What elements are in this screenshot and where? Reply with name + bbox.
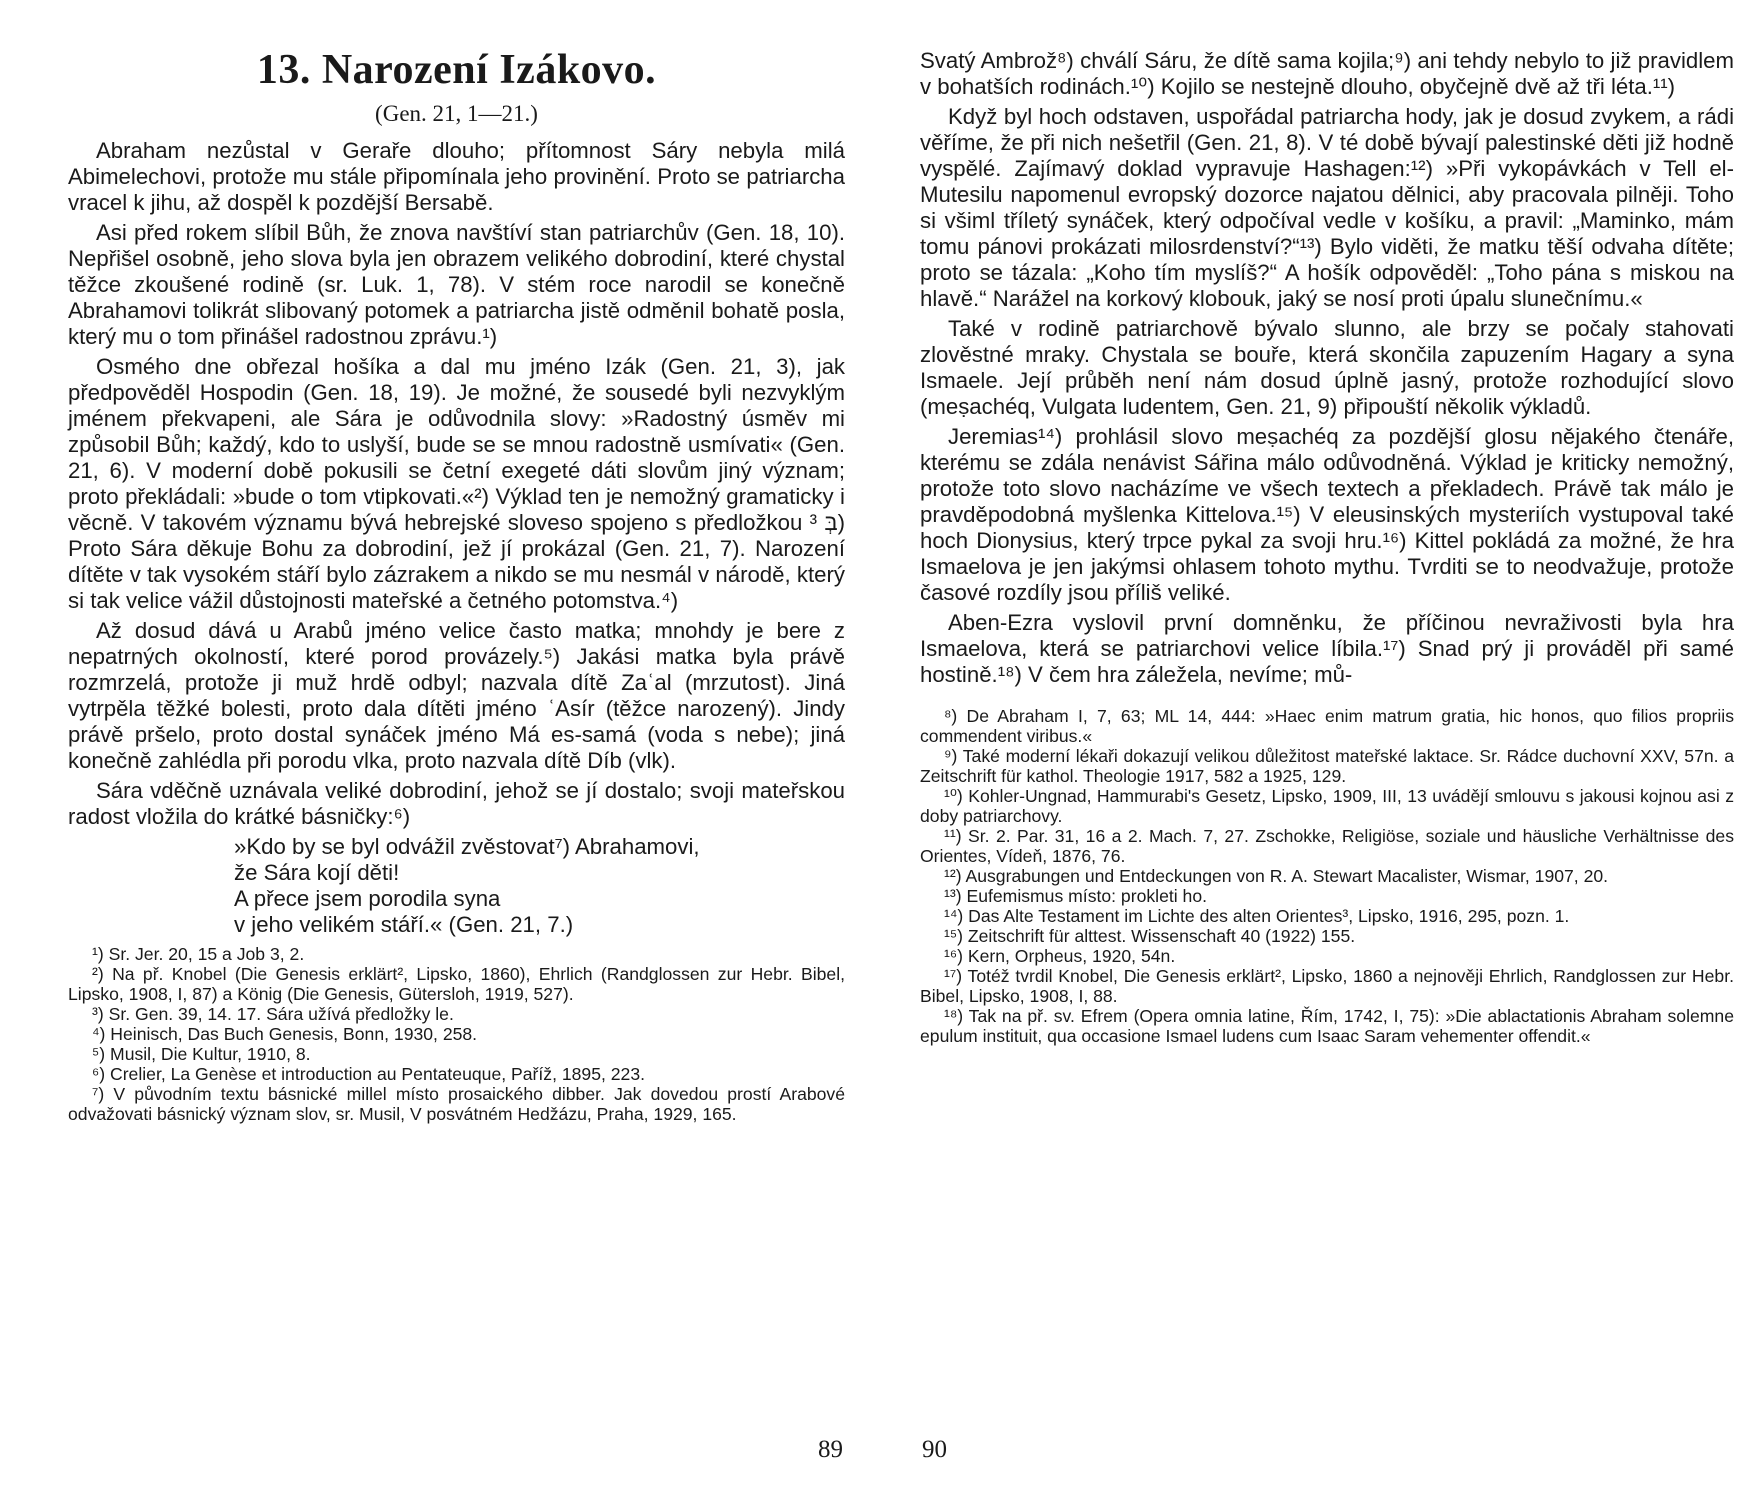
footnote: ¹³) Eufemismus místo: prokleti ho. (944, 886, 1207, 906)
chapter-subtitle: (Gen. 21, 1—21.) (375, 101, 538, 126)
paragraph: Svatý Ambrož⁸) chválí Sáru, že dítě sama kojila;⁹) ani tehdy nebylo to již pravidlem v bohatších rodinách.¹⁰) Kojilo se nestejně dlouho, obyčejně dvě až tři léta.¹¹) (920, 48, 1734, 99)
paragraph: Sára vděčně uznávala veliké dobrodiní, jehož se jí dostalo; svoji mateřskou radost vložila do krátké básničky:⁶) (68, 778, 845, 829)
paragraph: Když byl hoch odstaven, uspořádal patriarcha hody, jak je dosud zvykem, a rádi věříme, že při nich nešetřil (Gen. 21, 8). V té době bývají palestinské děti již hodně vyspělé. Zajímavý doklad vypravuje Hashagen:¹²) »Při vykopávkách v Tell el-Mutesilu napomenul evropský dozorce najatou dělnici, aby pracovala pilněji. Toho si všiml tříletý synáček, který odpočíval vedle v košíku, a pravil: „Maminko, mám tomu pánovi prokázati milosrdenství?“¹³) Bylo viděti, že matku těší odvaha dítěte; proto se tázala: „Koho tím myslíš?“ A hošík odpověděl: „Toho pána s miskou na hlavě.“ Narážel na korkový klobouk, jaký se nosí proti úpalu slunečnímu.« (920, 104, 1734, 311)
poem-line: A přece jsem porodila syna (234, 886, 501, 911)
paragraph: Jeremias¹⁴) prohlásil slovo meṣachéq za pozdější glosu nějakého čtenáře, kterému se zdála nenávist Sářina málo odůvodněná. Výklad je kriticky nemožný, protože toto slovo nacházíme ve všech textech a překladech. Právě tak málo je pravděpodobná myšlenka Kittelova.¹⁵) V eleusinských mysteriích vystupoval také hoch Dionysius, který trpce pykal za svoji hru.¹⁶) Kittel pokládá za možné, že hra Ismaelova je jen jakýmsi ohlasem tohoto mythu. Tvrditi se to neodvažuje, protože časové rozdíly jsou příliš veliké. (920, 424, 1734, 605)
footnote: ⁷) V původním textu básnické millel místo prosaického dibber. Jak dovedou prostí Arabové odvažovati básnický význam slov, sr. Musil, V posvátném Hedžázu, Praha, 1929, 165. (68, 1084, 845, 1124)
footnote: ⁴) Heinisch, Das Buch Genesis, Bonn, 1930, 258. (92, 1024, 478, 1044)
poem-line: v jeho velikém stáří.« (Gen. 21, 7.) (234, 912, 574, 937)
chapter-title: 13. Narození Izákovo. (256, 47, 657, 93)
footnote: ¹⁰) Kohler-Ungnad, Hammurabi's Gesetz, Lipsko, 1909, III, 13 uvádějí smlouvu s jakousi kojnou asi z doby patriarchovy. (920, 786, 1734, 826)
footnote: ¹²) Ausgrabungen und Entdeckungen von R. A. Stewart Macalister, Wismar, 1907, 20. (944, 866, 1609, 886)
left-page (68, 44, 845, 1124)
page-number-right: 90 (922, 1436, 947, 1463)
paragraph: Aben-Ezra vyslovil první domněnku, že příčinou nevraživosti byla hra Ismaelova, která se patriarchovi velice líbila.¹⁷) Snad prý ji prováděl při samé hostině.¹⁸) V čem hra záležela, nevíme; mů- (920, 610, 1734, 687)
footnote: ⁵) Musil, Die Kultur, 1910, 8. (92, 1044, 311, 1064)
footnote: ¹⁴) Das Alte Testament im Lichte des alten Orientes³, Lipsko, 1916, 295, pozn. 1. (944, 906, 1570, 926)
page-number-left: 89 (818, 1436, 843, 1463)
footnote: ⁹) Také moderní lékaři dokazují velikou důležitost mateřské laktace. Sr. Rádce duchovní XXV, 57n. a Zeitschrift für kathol. Theologie 1917, 582 a 1925, 129. (920, 746, 1734, 786)
footnote: ⁶) Crelier, La Genèse et introduction au Pentateuque, Paříž, 1895, 223. (92, 1064, 646, 1084)
footnotes (68, 944, 845, 1124)
footnote: ¹¹) Sr. 2. Par. 31, 16 a 2. Mach. 7, 27. Zschokke, Religiöse, soziale und häusliche Verhältnisse des Orientes, Vídeň, 1876, 76. (920, 826, 1734, 866)
footnote: ¹) Sr. Jer. 20, 15 a Job 3, 2. (92, 944, 305, 964)
footnotes (920, 706, 1734, 1046)
paragraph: Také v rodině patriarchově bývalo slunno, ale brzy se počaly stahovati zlověstné mraky. Chystala se bouře, která skončila zapuzením Hagary a syna Ismaele. Její průběh není nám dosud úplně jasný, protože rozhodující slovo (meṣachéq, Vulgata ludentem, Gen. 21, 9) připouští několik výkladů. (920, 316, 1734, 419)
footnote: ³) Sr. Gen. 39, 14. 17. Sára užívá předložky le. (92, 1004, 454, 1024)
paragraph: Až dosud dává u Arabů jméno velice často matka; mnohdy je bere z nepatrných okolností, které porod provázely.⁵) Jakási matka byla právě rozmrzelá, protože ji muž hrdě odbyl; nazvala dítě Zaʿal (mrzutost). Jiná vytrpěla těžké bolesti, proto dala dítěti jméno ʿAsír (těžce narozený). Jindy právě pršelo, proto dostal synáček jméno Má es-samá (voda s nebe); jiná konečně zahlédla při porodu vlka, proto nazvala dítě Díb (vlk). (68, 618, 845, 773)
paragraph: Osmého dne obřezal hošíka a dal mu jméno Izák (Gen. 21, 3), jak předpověděl Hospodin (Gen. 18, 19). Je možné, že sousedé byli nezvyklým jménem překvapeni, ale Sára je odůvodnila slovy: »Radostný úsměv mi způsobil Bůh; každý, kdo to uslyší, bude se se mnou radostně usmívati« (Gen. 21, 6). V moderní době pokusili se četní exegeté dáti slovům jiný význam; proto překládali: »bude o tom vtipkovati.«²) Výklad ten je nemožný gramaticky i věcně. V takovém významu bývá hebrejské sloveso spojeno s předložkou בְּ ³) Proto Sára děkuje Bohu za dobrodiní, jež jí prokázal (Gen. 21, 7). Narození dítěte v tak vysokém stáří bylo zázrakem a nikdo se mu nesmál v národě, který si tak velice vážil důstojnosti mateřské a četného potomstva.⁴) (68, 354, 846, 613)
poem (234, 834, 845, 938)
poem-line: »Kdo by se byl odvážil zvěstovat⁷) Abrahamovi, (234, 834, 700, 859)
footnote: ¹⁵) Zeitschrift für alttest. Wissenschaft 40 (1922) 155. (944, 926, 1356, 946)
right-page (920, 48, 1734, 1046)
footnote: ¹⁶) Kern, Orpheus, 1920, 54n. (944, 946, 1176, 966)
paragraph: Asi před rokem slíbil Bůh, že znova navštíví stan patriarchův (Gen. 18, 10). Nepřišel osobně, jeho slova byla jen obrazem velikého dobrodiní, které chystal těžce zkoušené rodině (sr. Luk. 1, 78). V stém roce narodil se konečně Abrahamovi tolikrát slibovaný potomek a patriarcha jistě odměnil bohatě posla, který mu o tom přinášel radostnou zprávu.¹) (68, 220, 845, 349)
paragraph: Abraham nezůstal v Geraře dlouho; přítomnost Sáry nebyla milá Abimelechovi, protože mu stále připomínala jeho provinění. Proto se patriarcha vracel k jihu, až dospěl k pozdější Bersabě. (68, 138, 845, 215)
footnote: ²) Na př. Knobel (Die Genesis erklärt², Lipsko, 1860), Ehrlich (Randglossen zur Hebr. Bibel, Lipsko, 1908, I, 87) a König (Die Genesis, Gütersloh, 1919, 527). (68, 964, 845, 1004)
poem-line: že Sára kojí děti! (234, 860, 400, 885)
footnote: ¹⁷) Totéž tvrdil Knobel, Die Genesis erklärt², Lipsko, 1860 a nejnověji Ehrlich, Randglossen zur Hebr. Bibel, Lipsko, 1908, I, 88. (920, 966, 1734, 1006)
footnote: ¹⁸) Tak na př. sv. Efrem (Opera omnia latine, Řím, 1742, I, 75): »Die ablactationis Abraham solemne epulum instituit, qua occasione Ismael ludens cum Isaac Saram vehementer offendit.« (920, 1006, 1734, 1046)
footnote: ⁸) De Abraham I, 7, 63; ML 14, 444: »Haec enim matrum gratia, hic honos, quo filios propriis commendent viribus.« (920, 706, 1734, 746)
